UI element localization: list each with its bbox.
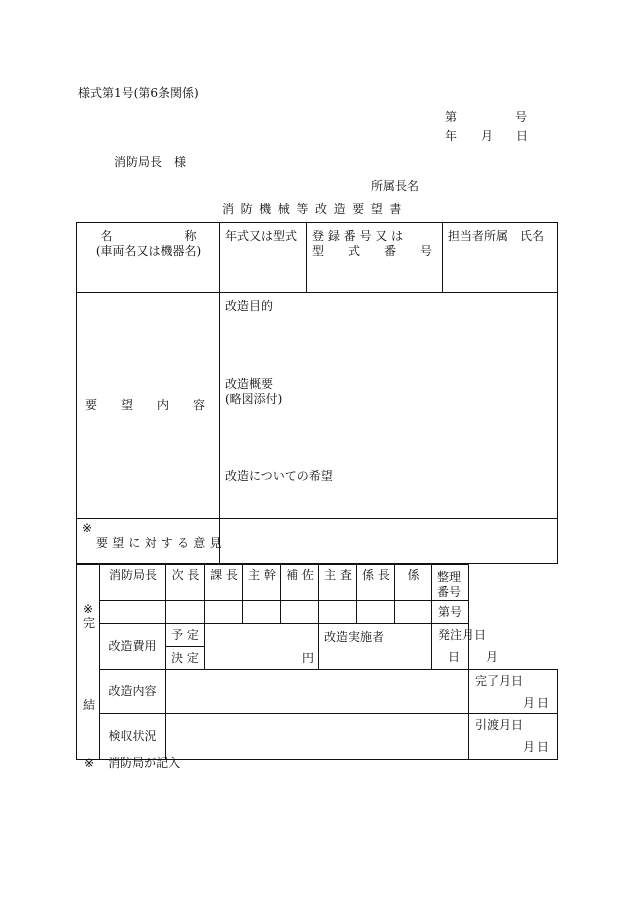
registration-header-sub: 型 式 番 号	[312, 244, 433, 258]
opinion-cell	[220, 519, 558, 564]
stamp-manager	[243, 601, 281, 624]
approver-manager: 主 幹	[243, 565, 281, 601]
footnote-text: 消防局が記入	[108, 756, 181, 770]
opinion-label-cell	[77, 519, 226, 564]
doc-number-suffix: 号	[515, 110, 528, 124]
completion-date-day: 日	[536, 696, 549, 710]
model-header: 年式又は型式	[225, 229, 298, 243]
name-header-sub: (車両名又は機器名)	[95, 244, 202, 258]
completion-date-cell	[469, 670, 558, 714]
addressee: 消防局長 様	[114, 155, 187, 169]
completion-mark: ※	[83, 602, 94, 616]
registration-header-cell	[307, 223, 443, 293]
delivery-date-label: 引渡月日	[475, 718, 524, 732]
request-content-cell	[220, 293, 558, 519]
opinion-label: 要望に対する意見	[96, 536, 226, 550]
stamp-clerk	[395, 601, 432, 624]
order-date-month: 月	[486, 650, 499, 664]
approver-deputy: 次 長	[166, 565, 205, 601]
implementer-label: 改造実施者	[324, 630, 385, 644]
completion-date-month: 月	[523, 696, 536, 710]
approver-chief-clerk: 係 長	[357, 565, 395, 601]
name-header-cell	[77, 223, 220, 293]
request-content-label: 要 望 内 容	[85, 398, 206, 412]
order-date-day: 日	[447, 650, 460, 664]
planned-label: 予 定	[166, 624, 205, 647]
form-code: 様式第1号(第6条関係)	[78, 86, 199, 100]
purpose-label: 改造目的	[225, 299, 274, 313]
completion-char-2: 結	[83, 698, 96, 712]
content-cell	[166, 670, 469, 714]
delivery-date-cell	[469, 714, 558, 760]
cost-label-cell	[100, 624, 166, 670]
inspection-label: 検収状況	[108, 729, 157, 743]
registration-header: 登 録 番 号 又 は	[312, 229, 404, 243]
request-table	[76, 222, 558, 564]
delivery-date-day: 日	[536, 740, 549, 754]
approver-assistant: 補 佐	[281, 565, 319, 601]
footnote	[84, 754, 180, 771]
stamp-inspector	[319, 601, 357, 624]
approver-inspector: 主 査	[319, 565, 357, 601]
request-content-label-cell	[77, 293, 220, 519]
contact-header: 担当者所属 氏名	[448, 229, 545, 243]
completion-char-1: 完	[83, 616, 96, 630]
stamp-chief-clerk	[357, 601, 395, 624]
affiliation-label: 所属長名	[371, 179, 420, 193]
hope-label: 改造についての希望	[225, 469, 333, 483]
doc-number-label: 第	[445, 110, 458, 124]
order-date-label: 発注月日	[438, 628, 487, 642]
completion-mark-cell	[77, 565, 100, 760]
ref-number-label: 整理番号	[432, 565, 469, 601]
date-year-label: 年	[445, 129, 458, 143]
decided-label: 決 定	[166, 647, 205, 670]
opinion-mark: ※	[82, 521, 93, 535]
footnote-mark: ※	[84, 756, 95, 770]
date-day-label: 日	[516, 129, 529, 143]
stamp-deputy	[166, 601, 205, 624]
model-header-cell	[220, 223, 307, 293]
completion-date-label: 完了月日	[475, 674, 524, 688]
ref-dai: 第	[438, 605, 451, 619]
cost-label: 改造費用	[108, 639, 157, 653]
inspection-cell	[166, 714, 469, 760]
content-label: 改造内容	[108, 684, 157, 698]
approver-fire-chief: 消防局長	[100, 565, 166, 601]
stamp-section-chief	[205, 601, 243, 624]
delivery-date-month: 月	[523, 740, 536, 754]
date-month-label: 月	[481, 129, 494, 143]
ref-number-cell	[432, 601, 469, 624]
approver-clerk: 係	[395, 565, 432, 601]
stamp-fire-chief	[100, 601, 166, 624]
order-date-cell	[432, 624, 499, 670]
overview-sub-label: (略図添付)	[225, 392, 283, 406]
approver-section-chief: 課 長	[205, 565, 243, 601]
completion-table	[76, 564, 558, 760]
inspection-label-cell	[100, 714, 166, 760]
content-label-cell	[100, 670, 166, 714]
cost-amount-cell	[205, 624, 319, 670]
name-header: 名 称	[100, 229, 197, 243]
ref-go: 号	[450, 605, 463, 619]
implementer-cell	[319, 624, 432, 670]
stamp-assistant	[281, 601, 319, 624]
document-title: 消防機械等改造要望書	[221, 202, 408, 216]
overview-label: 改造概要	[225, 377, 274, 391]
yen-label: 円	[301, 651, 314, 665]
contact-header-cell	[443, 223, 558, 293]
